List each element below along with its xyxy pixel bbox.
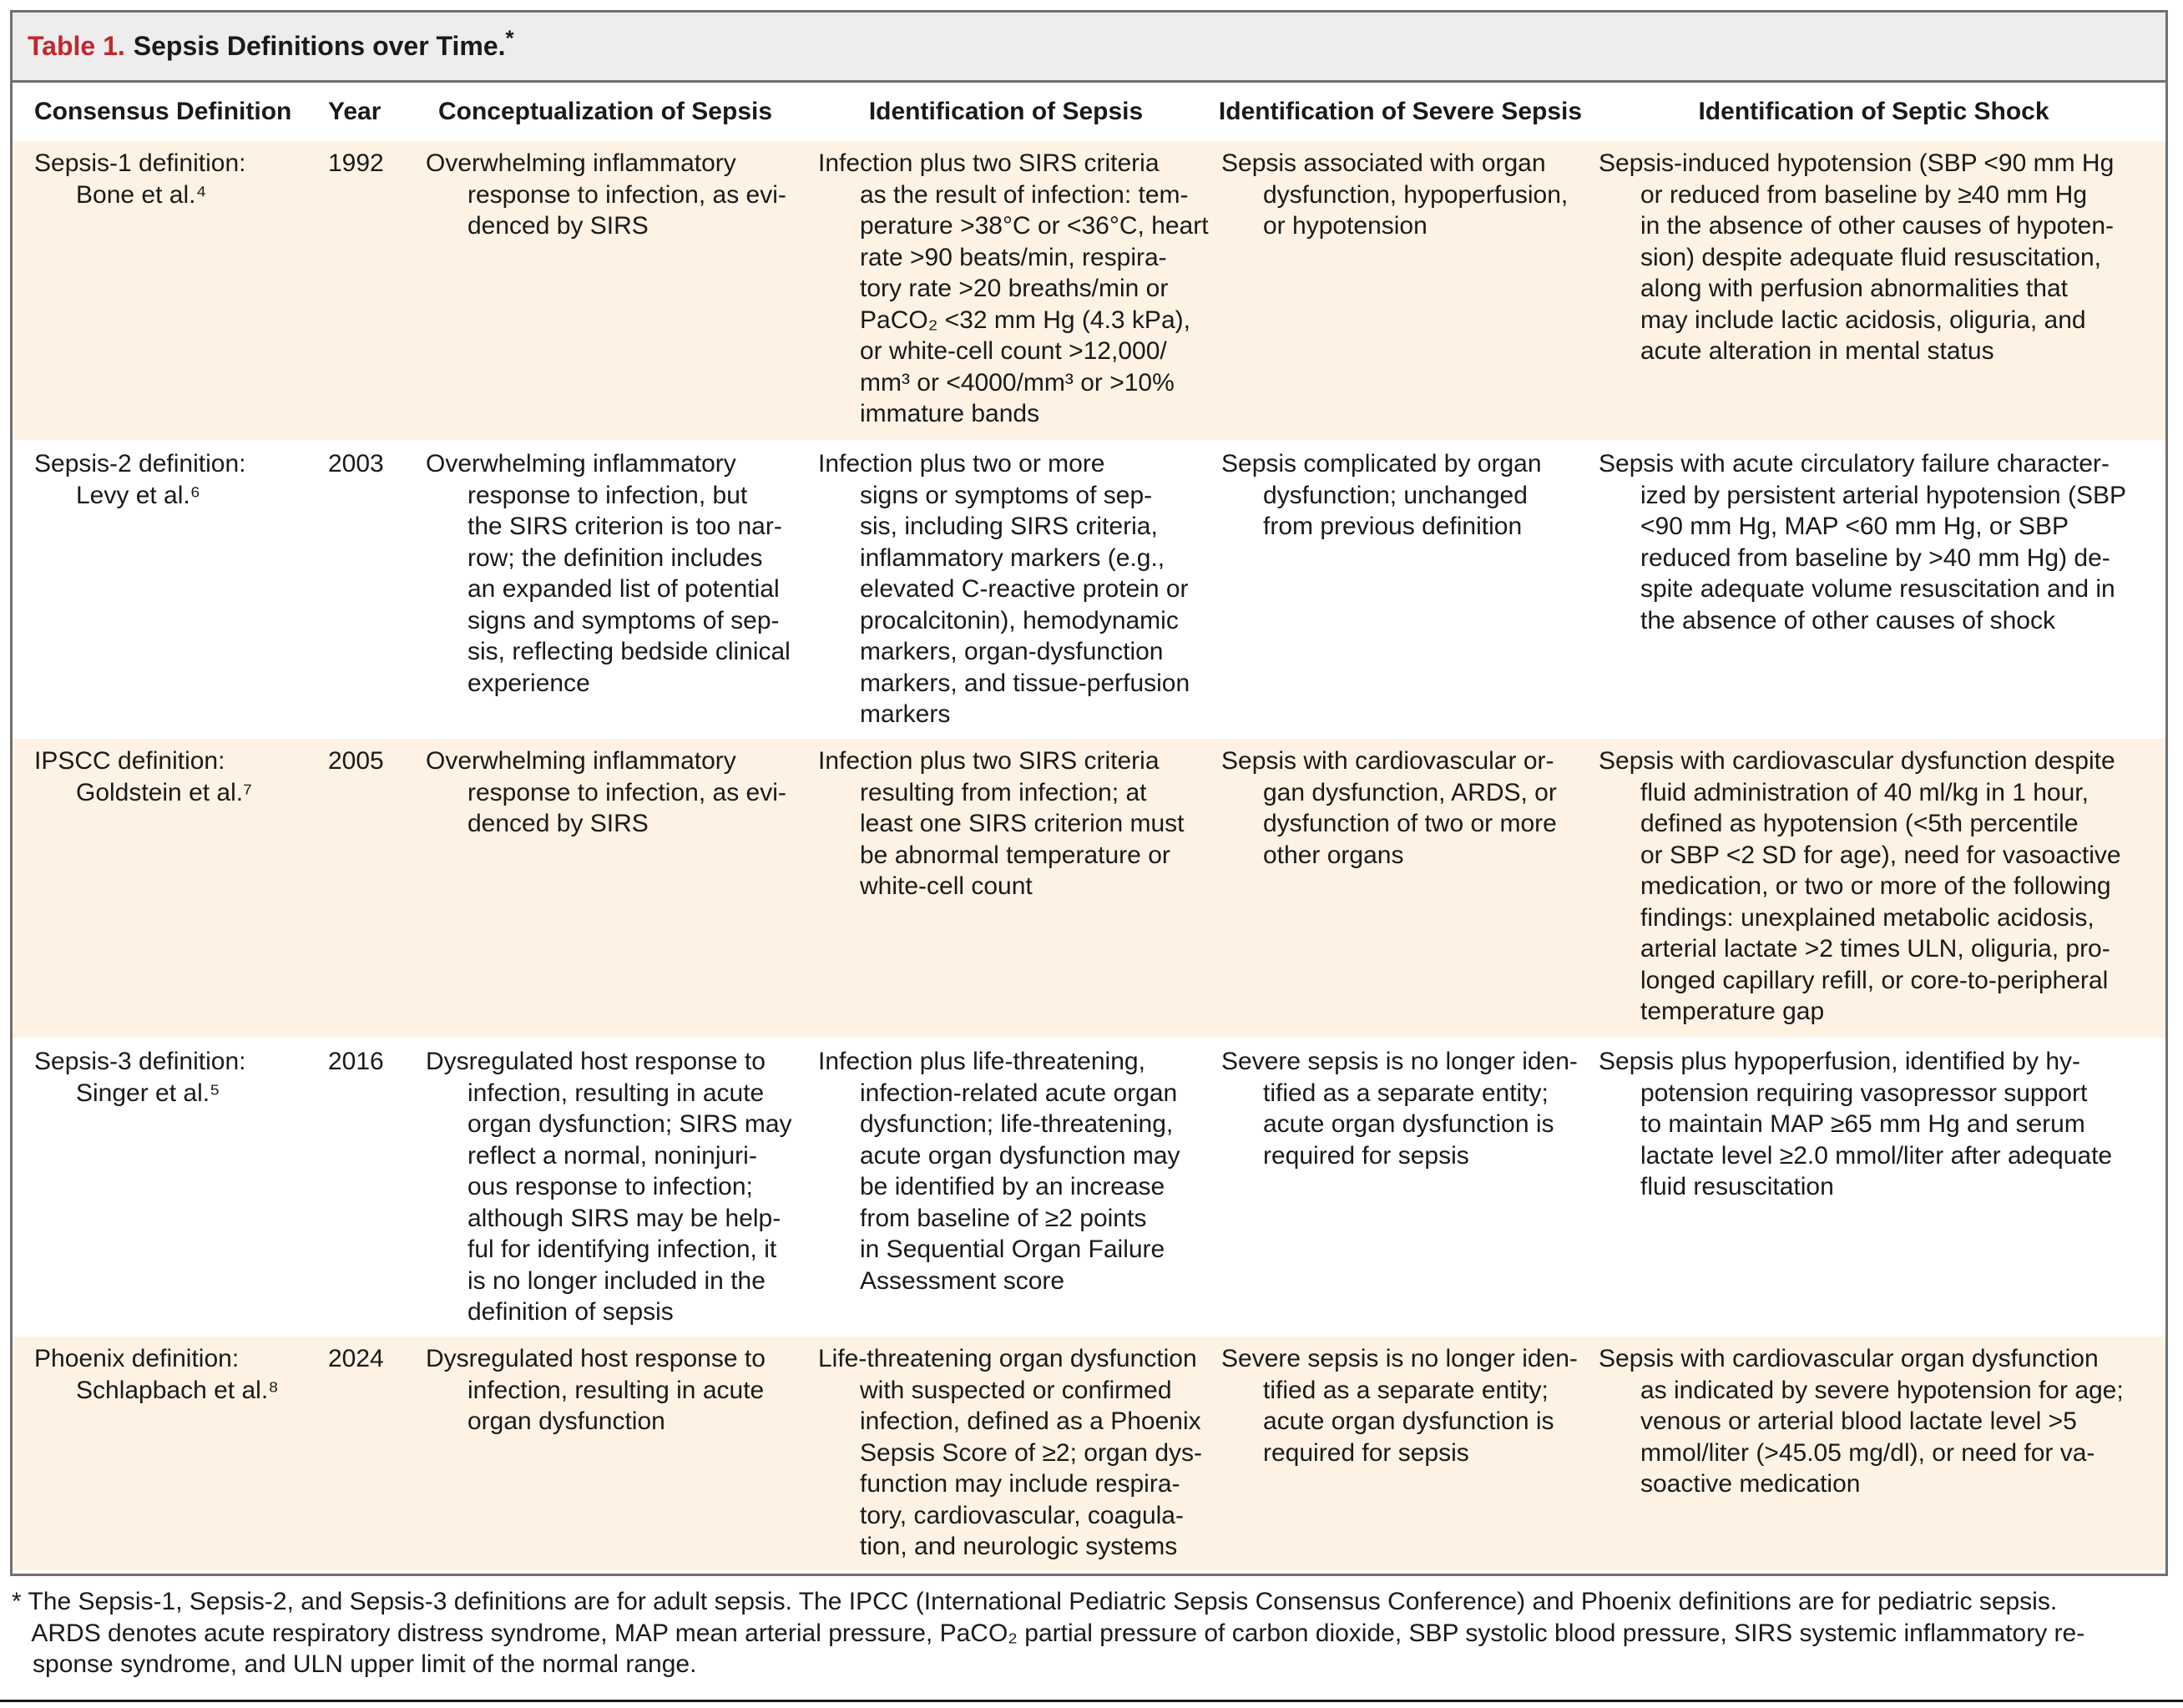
cell-shock: Sepsis-induced hypotension (SBP <90 mm Hg or reduced from baseline by ≥40 mm Hg in the absence of other causes of hypoten- sion) despite adequate fluid resuscitation, along with perfusion abnormalities that may include lactic acidosis, oliguria, and acute alteration in mental status [1599, 149, 2115, 365]
cell-severe: Sepsis with cardiovascular or- gan dysfunction, ARDS, or dysfunction of two or more other organs [1221, 747, 1557, 869]
cell-identification: Infection plus life-threatening, infection-related acute organ dysfunction; life-threatening, acute organ dysfunction may be identified by an increase from baseline of ≥2 points in Sequential Organ Failure Assessment score [818, 1048, 1180, 1295]
cell-consensus: IPSCC definition: Goldstein et al.⁷ [34, 747, 252, 806]
table-header-row [13, 83, 2165, 141]
cell-conceptualization: Dysregulated host response to infection, resulting in acute organ dysfunction [426, 1345, 766, 1435]
cell-conceptualization: Overwhelming inflammatory response to infection, but the SIRS criterion is too nar- row; the definition includes an expanded list of potential signs and symptoms of sep- sis, reflecting bedside clinical experience [426, 450, 791, 697]
cell-shock: Sepsis with acute circulatory failure character- ized by persistent arterial hypotension (SBP <90 mm Hg, MAP <60 mm Hg, or SBP reduced from baseline by >40 mm Hg) de- spite adequate volume resuscitation and in the absence of other causes of shock [1599, 450, 2126, 634]
cell-shock: Sepsis with cardiovascular dysfunction despite fluid administration of 40 ml/kg in 1 hour, defined as hypotension (<5th percentile or SBP <2 SD for age), need for vasoactive medication, or two or more of the following findings: unexplained metabolic acidosis, arterial lactate >2 times ULN, oliguria, pro- longed capillary refill, or core-to-peripheral temperature gap [1599, 747, 2121, 1025]
cell-year: 2016 [328, 1048, 384, 1075]
cell-year: 2003 [328, 450, 384, 478]
cell-identification: Infection plus two or more signs or symptoms of sep- sis, including SIRS criteria, inflammatory markers (e.g., elevated C-reactive protein or procalcitonin), hemodynamic markers, organ-dysfunction markers, and tissue-perfusion markers [818, 450, 1190, 728]
cell-conceptualization: Overwhelming inflammatory response to infection, as evi- denced by SIRS [426, 747, 786, 837]
cell-year: 2024 [328, 1345, 384, 1372]
table-label: Table 1. [28, 31, 125, 61]
cell-consensus: Sepsis-3 definition: Singer et al.⁵ [34, 1048, 246, 1107]
cell-identification: Infection plus two SIRS criteria resulting from infection; at least one SIRS criterion must be abnormal temperature or white-cell count [818, 747, 1185, 900]
cell-identification: Life-threatening organ dysfunction with suspected or confirmed infection, defined as a Phoenix Sepsis Score of ≥2; organ dys- function may include respira- tory, cardiovascular, coagula- tion, and neurologic systems [818, 1345, 1202, 1560]
table-row [13, 1038, 2165, 1337]
cell-consensus: Sepsis-2 definition: Levy et al.⁶ [34, 450, 246, 509]
header-shock: Identification of Septic Shock [1698, 98, 2049, 125]
table-footnote: * The Sepsis-1, Sepsis-2, and Sepsis-3 definitions are for adult sepsis. The IPCC (International Pediatric Sepsis Consensus Conference) and Phoenix definitions are for pediatric sepsis. ARDS denotes acute respiratory distress syndrome, MAP mean arterial pressure, PaCO₂ partial pressure of carbon dioxide, SBP systolic blood pressure, SIRS systemic inflammatory re- sponse syndrome, and ULN upper limit of the normal range. [12, 1588, 2085, 1678]
cell-identification: Infection plus two SIRS criteria as the result of infection: tem- perature >38°C or <36°C, heart rate >90 beats/min, respira- tory rate >20 breaths/min or PaCO₂ <32 mm Hg (4.3 kPa), or white-cell count >12,000/ mm³ or <4000/mm³ or >10% immature bands [818, 149, 1209, 427]
table-frame [10, 10, 2168, 1576]
cell-consensus: Sepsis-1 definition: Bone et al.⁴ [34, 149, 246, 209]
table-row [13, 440, 2165, 739]
cell-shock: Sepsis plus hypoperfusion, identified by hy- potension requiring vasopressor support to maintain MAP ≥65 mm Hg and serum lactate level ≥2.0 mmol/liter after adequate fluid resuscitation [1599, 1048, 2113, 1200]
table-title [133, 25, 514, 62]
table-row [13, 1337, 2165, 1570]
cell-severe: Sepsis complicated by organ dysfunction; unchanged from previous definition [1221, 450, 1542, 540]
cell-severe: Severe sepsis is no longer iden- tified as a separate entity; acute organ dysfunction is required for sepsis [1221, 1345, 1578, 1467]
header-identification: Identification of Sepsis [868, 98, 1144, 125]
cell-severe: Severe sepsis is no longer iden- tified as a separate entity; acute organ dysfunction is required for sepsis [1221, 1048, 1578, 1170]
table-row [13, 141, 2165, 440]
bottom-rule [0, 1700, 2183, 1702]
cell-conceptualization: Overwhelming inflammatory response to infection, as evi- denced by SIRS [426, 149, 786, 240]
cell-year: 2005 [328, 747, 384, 775]
cell-shock: Sepsis with cardiovascular organ dysfunction as indicated by severe hypotension for age; venous or arterial blood lactate level >5 mmol/liter (>45.05 mg/dl), or need for va- soactive medication [1599, 1345, 2124, 1498]
table-title-text: Sepsis Definitions over Time. [133, 31, 506, 61]
header-severe: Identification of Severe Sepsis [1218, 98, 1583, 125]
cell-year: 1992 [328, 149, 384, 177]
table-title-marker: * [505, 25, 514, 51]
table-row [13, 739, 2165, 1038]
cell-severe: Sepsis associated with organ dysfunction, hypoperfusion, or hypotension [1221, 149, 1569, 240]
cell-consensus: Phoenix definition: Schlapbach et al.⁸ [34, 1345, 279, 1404]
table-title-bar [13, 13, 2165, 83]
header-consensus: Consensus Definition [34, 98, 292, 125]
header-year: Year [328, 98, 382, 125]
header-conceptualization: Conceptualization of Sepsis [437, 98, 773, 125]
cell-conceptualization: Dysregulated host response to infection, resulting in acute organ dysfunction; SIRS may reflect a normal, noninjuri- ous response to infection; although SIRS may be help- ful for identifying infection, it is no longer included in the definition of sepsis [426, 1048, 792, 1326]
